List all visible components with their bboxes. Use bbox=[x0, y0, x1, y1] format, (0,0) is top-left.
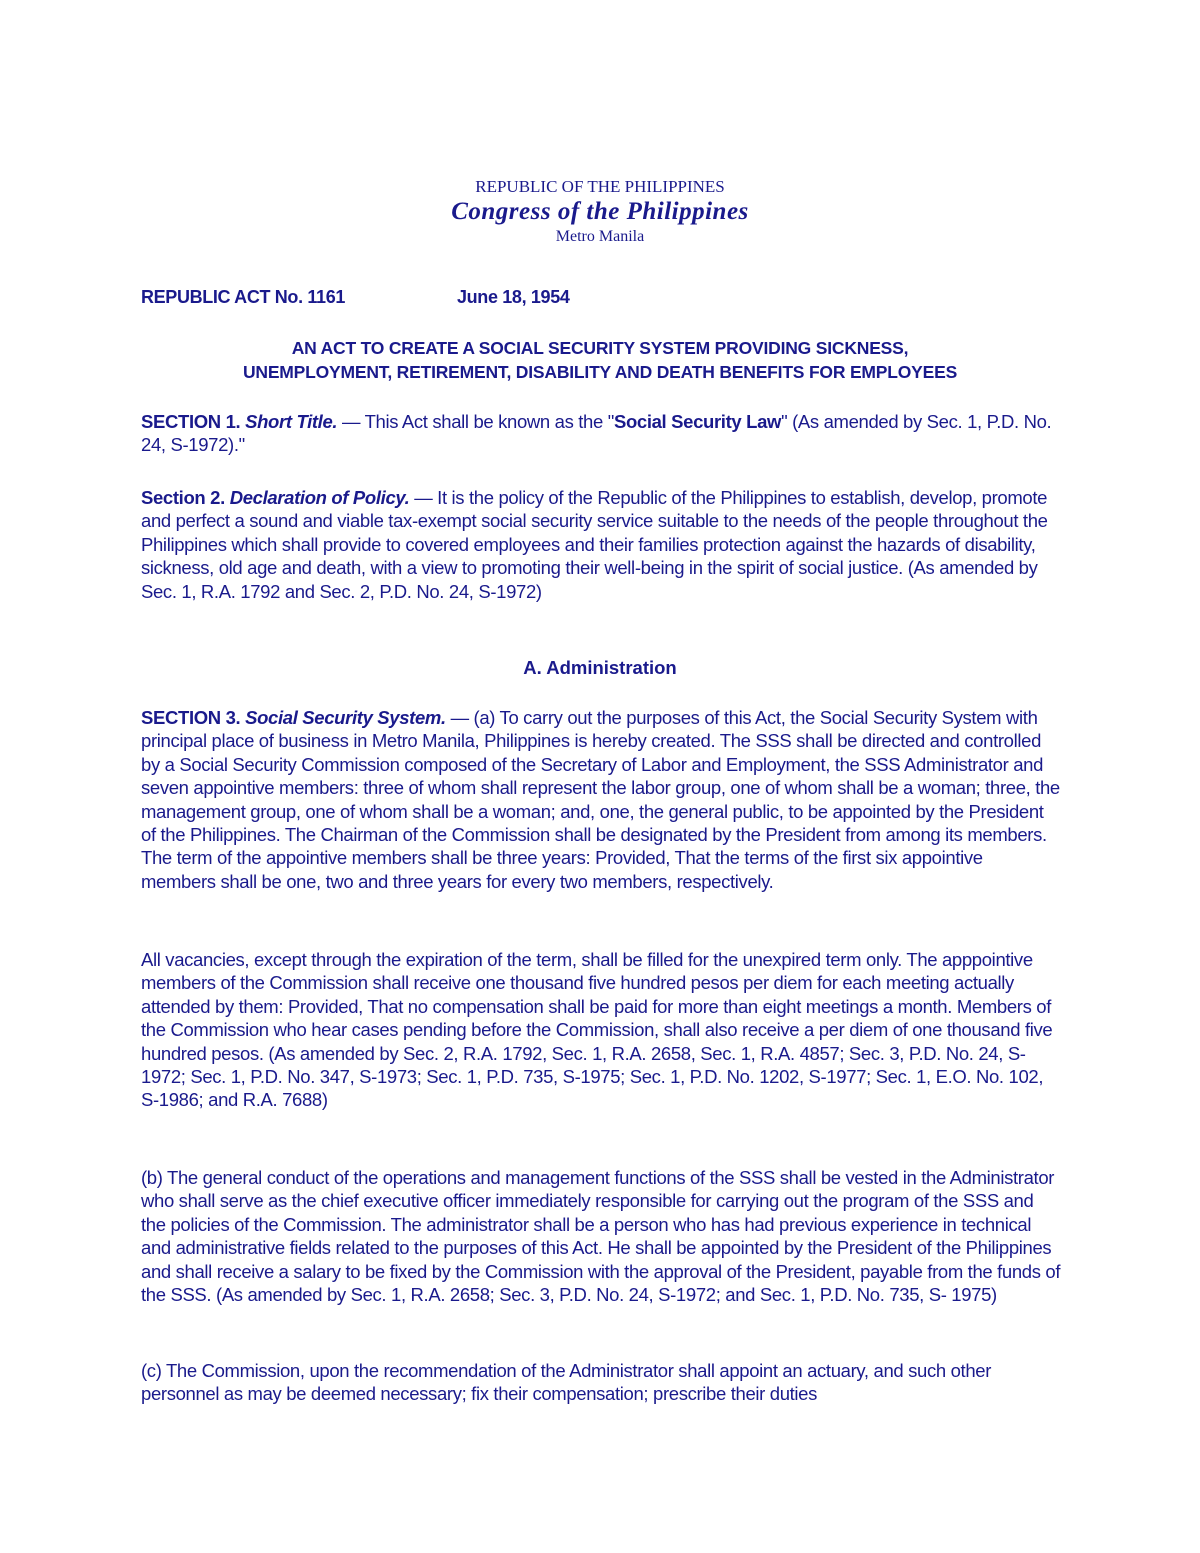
section-2-title: Declaration of Policy. bbox=[229, 487, 410, 508]
act-title-line-2: UNEMPLOYMENT, RETIREMENT, DISABILITY AND DEATH BENEFITS FOR EMPLOYEES bbox=[242, 362, 958, 382]
section-3 bbox=[141, 706, 1061, 893]
section-3-text: — (a) To carry out the purposes of this Act, the Social Security System with principal place of business in Metro Manila, Philippines is hereby created. The SSS shall be directed and controlled by a Social Security Commission composed of the Secretary of Labor and Employment, the SSS Administrator and seven appointive members: three of whom shall represent the labor group, one of whom shall be a woman; three, the management group, one of whom shall be a woman; and, one, the general public, to be appointed by the President of the Philippines. The Chairman of the Commission shall be designated by the President from among its members. The term of the appointive members shall be three years: Provided, That the terms of the first six appointive members shall be one, two and three years for every two members, respectively. bbox=[141, 707, 1060, 892]
act-date: June 18, 1954 bbox=[457, 287, 570, 307]
section-2 bbox=[141, 486, 1061, 603]
subheading-administration: A. Administration bbox=[523, 657, 677, 678]
section-1-law-name: Social Security Law bbox=[613, 411, 782, 432]
section-1 bbox=[141, 410, 1061, 457]
act-title-line-1: AN ACT TO CREATE A SOCIAL SECURITY SYSTEM PROVIDING SICKNESS, bbox=[291, 338, 909, 358]
location-heading: Metro Manila bbox=[555, 228, 645, 245]
act-number-line bbox=[141, 285, 1061, 309]
section-2-text: — It is the policy of the Republic of the Philippines to establish, develop, promote and perfect a sound and viable tax-exempt social security service suitable to the needs of the people throughout the Philippines which shall provide to covered employees and their families protection against the hazards of disability, sickness, old age and death, with a view to promoting their well-being in the spirit of social justice. (As amended by Sec. 1, R.A. 1792 and Sec. 2, P.D. No. 24, S-1972) bbox=[141, 487, 1048, 602]
section-1-text-after: " (As amended by Sec. 1, P.D. No. 24, S-1972)." bbox=[141, 411, 1052, 456]
section-3-label: SECTION 3. bbox=[141, 707, 241, 728]
section-1-label: SECTION 1. bbox=[141, 411, 241, 432]
masthead bbox=[0, 176, 1200, 248]
paragraph-c: (c) The Commission, upon the recommendation of the Administrator shall appoint an actuary, and such other personnel as may be deemed necessary; fix their compensation; prescribe their duties bbox=[141, 1360, 992, 1405]
act-number: REPUBLIC ACT No. 1161 bbox=[141, 287, 346, 307]
paragraph-vacancies: All vacancies, except through the expiration of the term, shall be filled for the unexpired term only. The apppointive members of the Commission shall receive one thousand five hundred pesos per diem for each meeting actually attended by them: Provided, That no compensation shall be paid for more than eight meetings a month. Members of the Commission who hear cases pending before the Commission, shall also receive a per diem of one thousand five hundred pesos. (As amended by Sec. 2, R.A. 1792, Sec. 1, R.A. 2658, Sec. 1, R.A. 4857; Sec. 3, P.D. No. 24, S-1972; Sec. 1, P.D. No. 347, S-1973; Sec. 1, P.D. 735, S-1975; Sec. 1, P.D. No. 1202, S-1977; Sec. 1, E.O. No. 102, S-1986; and R.A. 7688) bbox=[141, 949, 1053, 1111]
section-2-label: Section 2. bbox=[141, 487, 225, 508]
section-3-title: Social Security System. bbox=[245, 707, 446, 728]
act-title bbox=[120, 336, 1080, 384]
section-1-text-before: — This Act shall be known as the " bbox=[337, 411, 614, 432]
republic-heading: REPUBLIC OF THE PHILIPPINES bbox=[475, 177, 725, 196]
congress-heading: Congress of the Philippines bbox=[451, 198, 749, 225]
paragraph-b: (b) The general conduct of the operations and management functions of the SSS shall be vested in the Administrator who shall serve as the chief executive officer immediately responsible for carrying out the program of the SSS and the policies of the Commission. The administrator shall be a person who has had previous experience in technical and administrative fields related to the purposes of this Act. He shall be appointed by the President of the Philippines and shall receive a salary to be fixed by the Commission with the approval of the President, payable from the funds of the SSS. (As amended by Sec. 1, R.A. 2658; Sec. 3, P.D. No. 24, S-1972; and Sec. 1, P.D. No. 735, S- 1975) bbox=[141, 1167, 1061, 1306]
section-1-title: Short Title. bbox=[245, 411, 338, 432]
